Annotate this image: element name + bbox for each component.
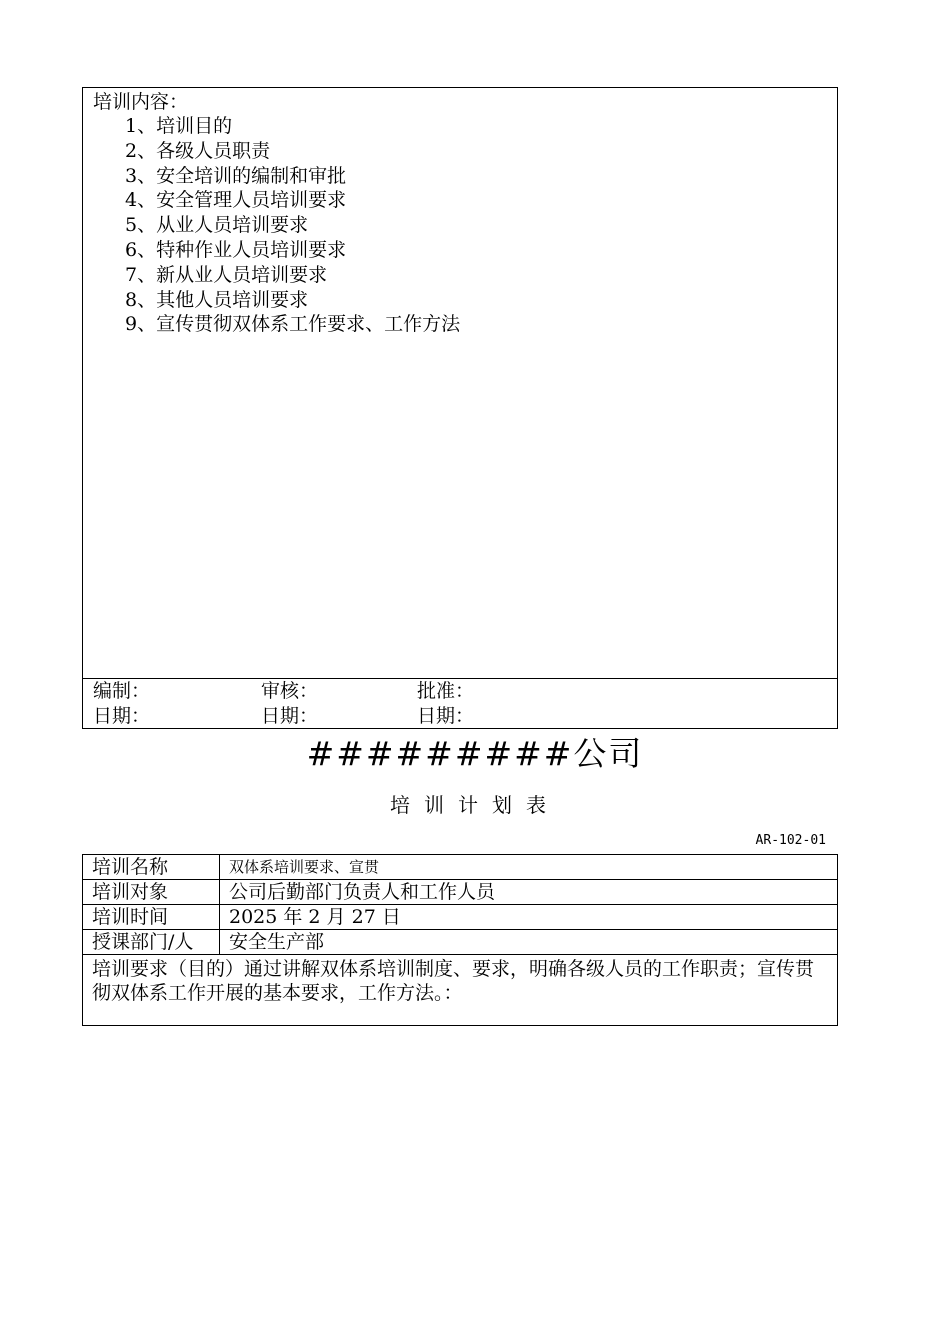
table-row	[83, 905, 838, 930]
list-item: 5、从业人员培训要求	[125, 214, 309, 237]
list-item: 8、其他人员培训要求	[125, 288, 309, 311]
training-content-list	[125, 114, 460, 337]
list-item: 9、宣传贯彻双体系工作要求、工作方法	[125, 313, 461, 336]
prepared-by-label: 编制：	[93, 680, 151, 702]
training-target-value: 公司后勤部门负责人和工作人员	[220, 880, 838, 905]
instructor-label: 授课部门/人	[83, 930, 220, 955]
list-item: 1、培训目的	[125, 115, 233, 137]
table-row	[83, 930, 838, 955]
training-target-label: 培训对象	[83, 880, 220, 905]
training-name-value: 双体系培训要求、宣贯	[220, 855, 838, 880]
list-item: 6、特种作业人员培训要求	[125, 238, 347, 261]
training-plan-table	[82, 854, 838, 1026]
approved-by-label: 批准：	[417, 680, 475, 702]
training-requirement: 培训要求（目的）通过讲解双体系培训制度、要求，明确各级人员的工作职责；宣传贯彻双体系工作开展的基本要求，工作方法。：	[83, 955, 838, 1026]
table-row	[83, 855, 838, 880]
training-name-label: 培训名称	[83, 855, 220, 880]
list-item: 2、各级人员职责	[125, 139, 271, 162]
instructor-value: 安全生产部	[220, 930, 838, 955]
list-item: 7、新从业人员培训要求	[125, 263, 328, 286]
form-code: AR-102-01	[755, 833, 826, 848]
signature-area	[83, 679, 837, 728]
list-item: 4、安全管理人员培训要求	[125, 189, 347, 212]
approved-date-label: 日期：	[417, 705, 475, 727]
training-content-area	[83, 88, 837, 679]
table-row	[83, 955, 838, 1026]
list-item: 3、安全培训的编制和审批	[125, 164, 347, 187]
training-content-box	[82, 87, 838, 729]
form-title: 培训计划表	[390, 793, 560, 817]
reviewed-date-label: 日期：	[261, 705, 319, 727]
prepared-date-label: 日期：	[93, 705, 151, 727]
company-title: #########公司	[306, 734, 644, 773]
training-time-value: 2025 年 2 月 27 日	[220, 905, 838, 930]
table-row	[83, 880, 838, 905]
training-time-label: 培训时间	[83, 905, 220, 930]
training-content-heading: 培训内容：	[93, 91, 189, 113]
reviewed-by-label: 审核：	[261, 680, 319, 702]
